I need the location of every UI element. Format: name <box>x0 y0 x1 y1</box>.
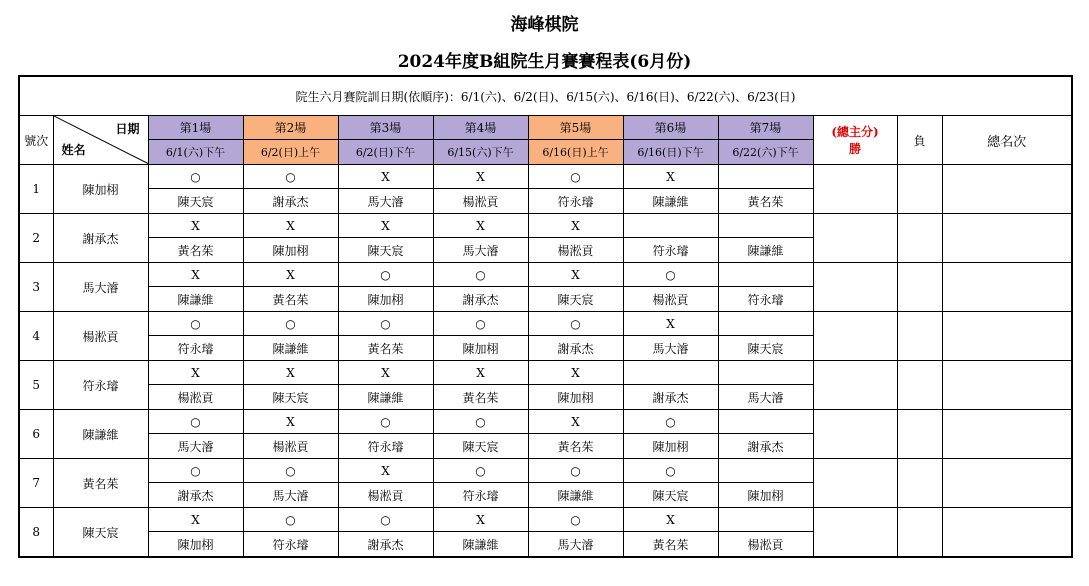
opponent-name: 陳謙維 <box>243 336 338 361</box>
total-wins-cell <box>813 214 897 263</box>
opponent-name: 陳加栩 <box>718 483 813 508</box>
losses-cell <box>897 459 942 508</box>
rank-cell <box>942 263 1072 312</box>
player-row <box>19 361 1072 385</box>
match-result: X <box>338 459 433 483</box>
opponent-name: 楊淞貢 <box>623 287 718 312</box>
rank-cell <box>942 312 1072 361</box>
player-number: 3 <box>19 263 53 312</box>
player-name: 黃名茱 <box>53 459 148 508</box>
opponent-name: 陳加栩 <box>623 434 718 459</box>
wins-label: 勝 <box>848 142 861 156</box>
opponent-name: 謝承杰 <box>148 483 243 508</box>
opponent-name: 陳加栩 <box>528 385 623 410</box>
match-result: ○ <box>148 410 243 434</box>
match-result: X <box>623 508 718 532</box>
player-number: 2 <box>19 214 53 263</box>
player-number: 5 <box>19 361 53 410</box>
total-wins-cell <box>813 410 897 459</box>
opponent-name: 黃名茱 <box>148 238 243 263</box>
match-result: ○ <box>623 410 718 434</box>
match-result: ○ <box>623 459 718 483</box>
match-result: X <box>433 361 528 385</box>
player-row <box>19 410 1072 434</box>
total-wins-cell <box>813 165 897 214</box>
date-label: 日期 <box>115 122 140 136</box>
match-result: X <box>243 410 338 434</box>
match-result: ○ <box>243 508 338 532</box>
match-result: ○ <box>433 410 528 434</box>
opponent-name: 符永璿 <box>148 336 243 361</box>
opponent-name: 楊淞貢 <box>243 434 338 459</box>
round-date: 6/15(六)下午 <box>433 140 528 165</box>
opponent-name: 陳加栩 <box>148 532 243 558</box>
rank-header: 總名次 <box>942 116 1072 165</box>
opponent-name: 陳加栩 <box>433 336 528 361</box>
losses-header: 負 <box>897 116 942 165</box>
player-number: 7 <box>19 459 53 508</box>
match-result: X <box>148 508 243 532</box>
opponent-name: 謝承杰 <box>243 189 338 214</box>
opponent-name: 陳加栩 <box>243 238 338 263</box>
round-date: 6/1(六)下午 <box>148 140 243 165</box>
opponent-name: 陳天宸 <box>718 336 813 361</box>
match-result: X <box>623 312 718 336</box>
opponent-name: 符永璿 <box>718 287 813 312</box>
match-result: X <box>338 214 433 238</box>
opponent-name: 黃名茱 <box>528 434 623 459</box>
player-name: 楊淞貢 <box>53 312 148 361</box>
rank-cell <box>942 508 1072 558</box>
losses-cell <box>897 361 942 410</box>
rank-cell <box>942 410 1072 459</box>
match-result: X <box>338 361 433 385</box>
rank-cell <box>942 361 1072 410</box>
match-result: X <box>623 165 718 189</box>
name-label: 姓名 <box>61 143 86 157</box>
round-label: 第7場 <box>718 116 813 140</box>
match-result: ○ <box>528 508 623 532</box>
player-row <box>19 263 1072 287</box>
match-result <box>623 214 718 238</box>
match-result <box>718 263 813 287</box>
match-result: ○ <box>338 410 433 434</box>
match-result: X <box>528 410 623 434</box>
round-date: 6/16(日)下午 <box>623 140 718 165</box>
match-result: ○ <box>243 165 338 189</box>
match-result: X <box>338 165 433 189</box>
opponent-name: 楊淞貢 <box>338 483 433 508</box>
match-result: X <box>148 361 243 385</box>
match-result: ○ <box>433 263 528 287</box>
match-result: ○ <box>528 312 623 336</box>
round-label: 第2場 <box>243 116 338 140</box>
match-result: X <box>243 263 338 287</box>
opponent-name: 符永璿 <box>243 532 338 558</box>
player-number: 8 <box>19 508 53 558</box>
opponent-name: 楊淞貢 <box>148 385 243 410</box>
opponent-name: 黃名茱 <box>718 189 813 214</box>
losses-cell <box>897 508 942 558</box>
total-wins-header <box>813 116 897 165</box>
opponent-name: 陳加栩 <box>338 287 433 312</box>
total-wins-cell <box>813 263 897 312</box>
rank-cell <box>942 214 1072 263</box>
losses-cell <box>897 410 942 459</box>
match-result: ○ <box>338 312 433 336</box>
player-row <box>19 214 1072 238</box>
opponent-name: 馬大濬 <box>243 483 338 508</box>
opponent-name: 謝承杰 <box>433 287 528 312</box>
opponent-name: 陳謙維 <box>623 189 718 214</box>
opponent-name: 黃名茱 <box>243 287 338 312</box>
opponent-name: 馬大濬 <box>718 385 813 410</box>
opponent-name: 馬大濬 <box>623 336 718 361</box>
round-date: 6/2(日)上午 <box>243 140 338 165</box>
schedule-title: 2024年度B組院生月賽賽程表(6月份) <box>397 52 692 72</box>
total-wins-cell <box>813 459 897 508</box>
player-number: 6 <box>19 410 53 459</box>
match-result: ○ <box>148 165 243 189</box>
opponent-name: 馬大濬 <box>338 189 433 214</box>
opponent-name: 符永璿 <box>528 189 623 214</box>
player-name: 符永璿 <box>53 361 148 410</box>
number-header: 號次 <box>19 116 53 165</box>
match-result <box>718 312 813 336</box>
round-label: 第1場 <box>148 116 243 140</box>
rank-cell <box>942 165 1072 214</box>
match-result: X <box>528 263 623 287</box>
opponent-name: 陳謙維 <box>148 287 243 312</box>
opponent-name: 陳天宸 <box>623 483 718 508</box>
opponent-name: 黃名茱 <box>623 532 718 558</box>
losses-cell <box>897 312 942 361</box>
player-number: 1 <box>19 165 53 214</box>
opponent-name: 陳謙維 <box>718 238 813 263</box>
round-label: 第5場 <box>528 116 623 140</box>
match-result <box>623 361 718 385</box>
player-name: 馬大濬 <box>53 263 148 312</box>
losses-cell <box>897 263 942 312</box>
org-title: 海峰棋院 <box>510 15 579 35</box>
match-result: ○ <box>148 459 243 483</box>
match-result <box>718 459 813 483</box>
match-result <box>718 410 813 434</box>
opponent-name: 符永璿 <box>338 434 433 459</box>
opponent-name: 陳謙維 <box>433 532 528 558</box>
rank-cell <box>942 459 1072 508</box>
player-row <box>19 312 1072 336</box>
opponent-name: 謝承杰 <box>718 434 813 459</box>
opponent-name: 黃名茱 <box>338 336 433 361</box>
match-result: X <box>148 214 243 238</box>
opponent-name: 馬大濬 <box>433 238 528 263</box>
player-row <box>19 165 1072 189</box>
opponent-name: 楊淞貢 <box>433 189 528 214</box>
opponent-name: 陳天宸 <box>528 287 623 312</box>
opponent-name: 陳天宸 <box>433 434 528 459</box>
schedule-table <box>18 75 1073 558</box>
match-result: ○ <box>528 459 623 483</box>
opponent-name: 謝承杰 <box>338 532 433 558</box>
opponent-name: 謝承杰 <box>623 385 718 410</box>
match-result: X <box>433 165 528 189</box>
match-result: X <box>433 214 528 238</box>
player-name: 陳天宸 <box>53 508 148 558</box>
match-result: X <box>528 361 623 385</box>
round-date: 6/2(日)下午 <box>338 140 433 165</box>
match-result <box>718 361 813 385</box>
opponent-name: 謝承杰 <box>528 336 623 361</box>
match-result: X <box>433 508 528 532</box>
losses-cell <box>897 214 942 263</box>
round-date: 6/16(日)上午 <box>528 140 623 165</box>
round-date: 6/22(六)下午 <box>718 140 813 165</box>
opponent-name: 黃名茱 <box>433 385 528 410</box>
match-result <box>718 165 813 189</box>
date-name-header <box>53 116 148 165</box>
player-name: 陳加栩 <box>53 165 148 214</box>
match-result: ○ <box>148 312 243 336</box>
opponent-name: 符永璿 <box>623 238 718 263</box>
match-result: X <box>243 361 338 385</box>
total-wins-cell <box>813 361 897 410</box>
total-wins-cell <box>813 312 897 361</box>
match-result: ○ <box>623 263 718 287</box>
match-result: ○ <box>433 312 528 336</box>
opponent-name: 楊淞貢 <box>718 532 813 558</box>
total-label: (總主分) <box>831 125 879 139</box>
player-row <box>19 508 1072 532</box>
match-result: ○ <box>528 165 623 189</box>
match-result: ○ <box>338 263 433 287</box>
player-row <box>19 459 1072 483</box>
round-label: 第4場 <box>433 116 528 140</box>
match-result: ○ <box>338 508 433 532</box>
player-name: 謝承杰 <box>53 214 148 263</box>
match-result <box>718 214 813 238</box>
opponent-name: 符永璿 <box>433 483 528 508</box>
match-result: ○ <box>433 459 528 483</box>
total-wins-cell <box>813 508 897 558</box>
opponent-name: 陳天宸 <box>148 189 243 214</box>
opponent-name: 陳天宸 <box>243 385 338 410</box>
opponent-name: 馬大濬 <box>528 532 623 558</box>
round-label: 第3場 <box>338 116 433 140</box>
match-result: X <box>148 263 243 287</box>
match-result: ○ <box>243 312 338 336</box>
opponent-name: 馬大濬 <box>148 434 243 459</box>
match-result: ○ <box>243 459 338 483</box>
losses-cell <box>897 165 942 214</box>
opponent-name: 陳天宸 <box>338 238 433 263</box>
match-result: X <box>528 214 623 238</box>
opponent-name: 楊淞貢 <box>528 238 623 263</box>
player-number: 4 <box>19 312 53 361</box>
opponent-name: 陳謙維 <box>338 385 433 410</box>
match-result: X <box>243 214 338 238</box>
opponent-name: 陳謙維 <box>528 483 623 508</box>
training-dates-info: 院生六月賽院訓日期(依順序)：6/1(六)、6/2(日)、6/15(六)、6/16(日)、6/22(六)、6/23(日) <box>19 76 1072 116</box>
round-label: 第6場 <box>623 116 718 140</box>
player-name: 陳謙維 <box>53 410 148 459</box>
match-result <box>718 508 813 532</box>
